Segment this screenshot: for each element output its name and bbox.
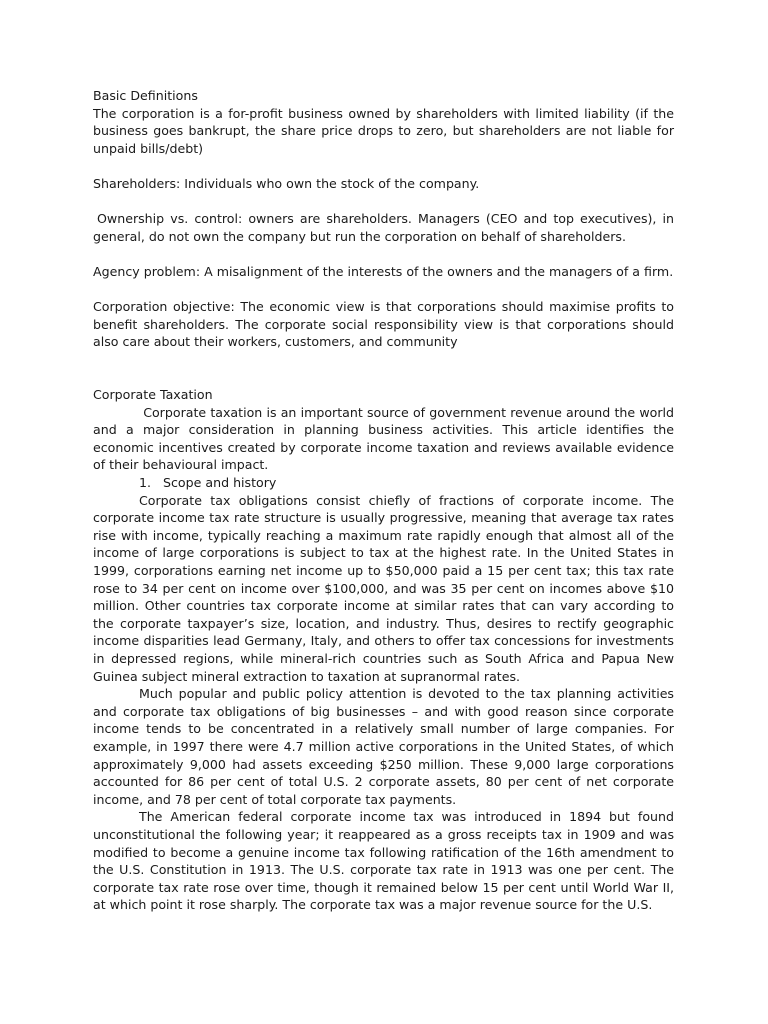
spacer <box>93 245 674 263</box>
scope-paragraph-1: Corporate tax obligations consist chiefly of fractions of corporate income. The corporate income tax rate structure is usually progressive, meaning that average tax rates rise with income, typically reaching a maximum rate rapidly enough that almost all of the income of large corporations is subject to tax at the highest rate. In the United States in 1999, corporations earning net income up to $50,000 paid a 15 per cent tax; this tax rate rose to 34 per cent on income over $100,000, and was 35 per cent on incomes above $10 million. Other countries tax corporate income at similar rates that can vary according to the corporate taxpayer’s size, location, and industry. Thus, desires to rectify geographic income disparities lead Germany, Italy, and others to offer tax concessions for investments in depressed regions, while mineral-rich countries such as South Africa and Papua New Guinea subject mineral extraction to taxation at supranormal rates. <box>93 492 674 684</box>
scope-paragraph-3: The American federal corporate income tax was introduced in 1894 but found unconstitutional the following year; it reappeared as a gross receipts tax in 1909 and was modified to become a genuine income tax following ratification of the 16th amendment to the U.S. Constitution in 1913. The U.S. corporate tax rate in 1913 was one per cent. The corporate tax rate rose over time, though it remained below 15 per cent until World War II, at which point it rose sharply. The corporate tax was a major revenue source for the U.S. <box>93 809 674 913</box>
spacer <box>93 157 674 175</box>
agency-definition: Agency problem: A misalignment of the interests of the owners and the managers of a firm. <box>93 263 674 279</box>
definitions-heading: Basic Definitions <box>93 88 198 103</box>
spacer <box>93 281 674 299</box>
section-number: 1. <box>139 475 152 491</box>
scope-paragraph-2: Much popular and public policy attention is devoted to the tax planning activities and corporate tax obligations of big businesses – and with good reason since corporate income tends to be concentrated in a relatively small number of large companies. For example, in 1997 there were 4.7 million active corporations in the United States, of which approximately 9,000 had assets exceeding $250 million. These 9,000 large corporations accounted for 86 per cent of total U.S. 2 corporate assets, 80 per cent of net corporate income, and 78 per cent of total corporate tax payments. <box>93 686 674 807</box>
shareholders-definition: Shareholders: Individuals who own the stock of the company. <box>93 175 480 191</box>
taxation-intro <box>93 404 674 474</box>
taxation-heading: Corporate Taxation <box>93 387 213 403</box>
ownership-definition: Ownership vs. control: owners are shareholders. Managers (CEO and top executives), in general, do not own the company but run the corporation on behalf of shareholders. <box>93 211 674 244</box>
document-page <box>93 87 674 914</box>
section-heading <box>93 474 674 492</box>
section-title: Scope and history <box>163 475 277 491</box>
taxation-intro-text: Corporate taxation is an important source of government revenue around the world and a major consideration in planning business activities. This article identifies the economic incentives created by corporate income taxation and reviews available evidence of their behavioural impact. <box>93 404 674 473</box>
spacer <box>93 193 674 211</box>
objective-definition: Corporation objective: The economic view is that corporations should maximise profits to benefit shareholders. The corporate social responsibility view is that corporations should also care about their workers, customers, and community <box>93 299 674 350</box>
corporation-definition: The corporation is a for-profit business owned by shareholders with limited liability (if the business goes bankrupt, the share price drops to zero, but shareholders are not liable for unpaid bills/debt) <box>93 105 674 156</box>
spacer <box>93 351 674 386</box>
